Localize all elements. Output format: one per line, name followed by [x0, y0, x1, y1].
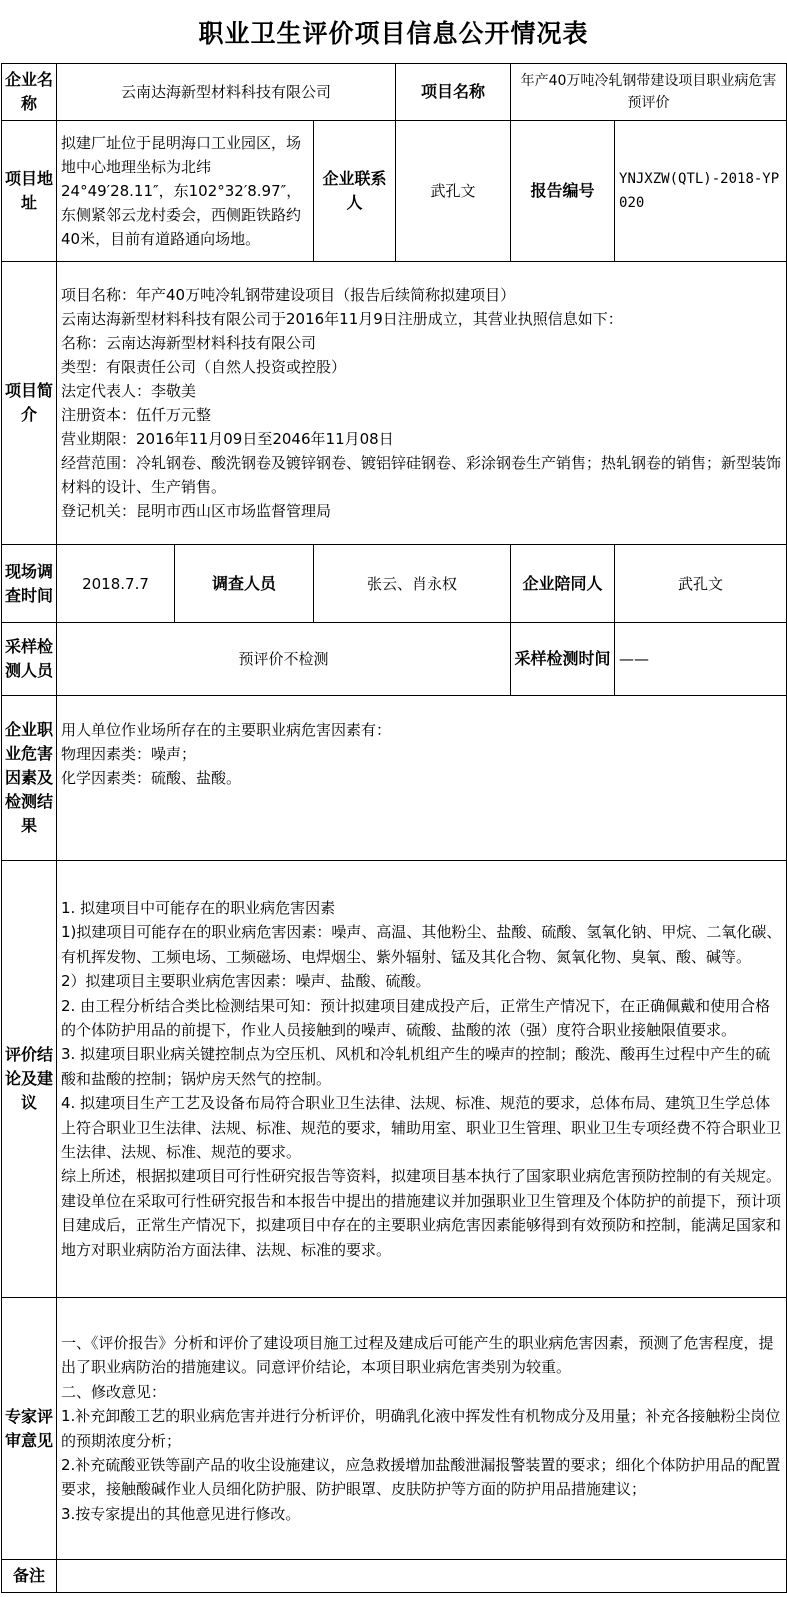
- address-value: 拟建厂址位于昆明海口工业园区，场地中心地理坐标为北纬24°49′28.11″，东102°32′8.97″，东侧紧邻云龙村委会，西侧距铁路约40米，目前有道路通向场地。: [57, 121, 314, 262]
- conclusion-content: [57, 861, 787, 1298]
- row-conclusion: [2, 861, 787, 1298]
- surveyors-value: 张云、肖永权: [314, 545, 511, 623]
- row-expert: [2, 1298, 787, 1560]
- expert-line: 3.按专家提出的其他意见进行修改。: [61, 1504, 301, 1523]
- expert-label: 专家评审意见: [2, 1298, 57, 1560]
- escort-label: 企业陪同人: [511, 545, 615, 623]
- expert-line: 1.补充卸酸工艺的职业病危害并进行分析评价，明确乳化液中挥发性有机物成分及用量；补充各接触粉尘岗位的预期浓度分析；: [61, 1407, 781, 1450]
- surveyors-label: 调查人员: [175, 545, 314, 623]
- page-title: 职业卫生评价项目信息公开情况表: [198, 19, 589, 48]
- company-label: 企业名称: [2, 64, 57, 121]
- conclusion-line: 1. 拟建项目中可能存在的职业病危害因素: [61, 898, 336, 917]
- hazards-line: 化学因素类：硫酸、盐酸。: [61, 769, 242, 787]
- remark-label: 备注: [2, 1560, 57, 1593]
- conclusion-line: 综上所述，根据拟建项目可行性研究报告等资料，拟建项目基本执行了国家职业病危害预防控制的有关规定。建设单位在采取可行性研究报告和本报告中提出的措施建议并加强职业卫生管理及个体防护的前提下，预计项目建成后，正常生产情况下，拟建项目中存在的主要职业病危害因素能够得到有效预防和控制，能满足国家和地方对职业病防治方面法律、法规、标准的要求。: [61, 1167, 782, 1259]
- expert-line: 一、《评价报告》分析和评价了建设项目施工过程及建成后可能产生的职业病危害因素，预测了危害程度，提出了职业病防治的措施建议。同意评价结论，本项目职业病危害类别为较重。: [61, 1333, 774, 1377]
- conclusion-line: 4. 拟建项目生产工艺及设备布局符合职业卫生法律、法规、标准、规范的要求，总体布局、建筑卫生学总体上符合职业卫生法律、法规、标准、规范的要求，辅助用室、职业卫生管理、职业卫生专项经费不符合职业卫生法律、法规、标准、规范的要求。: [61, 1094, 782, 1162]
- info-table: [1, 63, 787, 1593]
- contact-value: 武孔文: [396, 121, 511, 262]
- survey-time-label: 现场调查时间: [2, 545, 57, 623]
- intro-line: 云南达海新型材料科技有限公司于2016年11月9日注册成立，其营业执照信息如下：: [61, 310, 623, 328]
- expert-content: [57, 1298, 787, 1560]
- hazards-label: 企业职业危害因素及检测结果: [2, 696, 57, 861]
- project-name-value: 年产40万吨冷轧钢带建设项目职业病危害预评价: [511, 64, 787, 121]
- report-no-value: YNJXZW(QTL)-2018-YP020: [615, 121, 787, 262]
- conclusion-label: 评价结论及建议: [2, 861, 57, 1298]
- expert-line: 2.补充硫酸亚铁等副产品的收尘设施建议，应急救援增加盐酸泄漏报警装置的要求；细化个体防护用品的配置要求，接触酸碱作业人员细化防护服、防护眼罩、皮肤防护等方面的防护用品措施建议；: [61, 1455, 781, 1499]
- row-sampling: [2, 623, 787, 696]
- intro-line: 经营范围：冷轧钢卷、酸洗钢卷及镀锌钢卷、镀铝锌硅钢卷、彩涂钢卷生产销售；热轧钢卷的销售；新型装饰材料的设计、生产销售。: [61, 454, 782, 496]
- row-hazards: [2, 696, 787, 861]
- row-address: [2, 121, 787, 262]
- report-no-label: 报告编号: [511, 121, 615, 262]
- row-intro: [2, 262, 787, 545]
- contact-label: 企业联系人: [314, 121, 396, 262]
- intro-line: 注册资本：伍仟万元整: [61, 406, 212, 424]
- row-company: [2, 64, 787, 121]
- row-remark: [2, 1560, 787, 1593]
- intro-content: [57, 262, 787, 545]
- intro-line: 名称：云南达海新型材料科技有限公司: [61, 334, 317, 352]
- intro-line: 营业期限：2016年11月09日至2046年11月08日: [61, 430, 394, 448]
- escort-value: 武孔文: [615, 545, 787, 623]
- sampling-staff-value: 预评价不检测: [57, 623, 511, 696]
- intro-line: 项目名称：年产40万吨冷轧钢带建设项目（报告后续简称拟建项目）: [61, 286, 516, 304]
- remark-value: [57, 1560, 787, 1593]
- sampling-time-label: 采样检测时间: [511, 623, 615, 696]
- conclusion-line: 1)拟建项目可能存在的职业病危害因素：噪声、高温、其他粉尘、盐酸、硫酸、氢氧化钠、甲烷、二氧化碳、有机挥发物、工频电场、工频磁场、电焊烟尘、紫外辐射、锰及其化合物、氮氧化物、臭氧、酸、碱等。: [61, 923, 782, 966]
- hazards-line: 物理因素类：噪声；: [61, 745, 197, 763]
- conclusion-line: 2）拟建项目主要职业病危害因素：噪声、盐酸、硫酸。: [61, 972, 431, 991]
- address-label: 项目地址: [2, 121, 57, 262]
- company-value: 云南达海新型材料科技有限公司: [57, 64, 396, 121]
- hazards-content: [57, 696, 787, 861]
- row-survey: [2, 545, 787, 623]
- intro-line: 类型：有限责任公司（自然人投资或控股）: [61, 358, 347, 376]
- conclusion-line: 2. 由工程分析结合类比检测结果可知：预计拟建项目建成投产后，正常生产情况下，在正确佩戴和使用合格的个体防护用品的前提下，作业人员接触到的噪声、硫酸、盐酸的浓（强）度符合职业接触限值要求。: [61, 996, 771, 1039]
- intro-label: 项目简介: [2, 262, 57, 545]
- survey-time-value: 2018.7.7: [57, 545, 175, 623]
- sampling-staff-label: 采样检测人员: [2, 623, 57, 696]
- intro-line: 法定代表人：李敬美: [61, 382, 197, 400]
- project-name-label: 项目名称: [396, 64, 511, 121]
- intro-line: 登记机关：昆明市西山区市场监督管理局: [61, 502, 332, 520]
- conclusion-line: 3. 拟建项目职业病关键控制点为空压机、风机和冷轧机组产生的噪声的控制；酸洗、酸再生过程中产生的硫酸和盐酸的控制；锅炉房天然气的控制。: [61, 1045, 771, 1088]
- hazards-line: 用人单位作业场所存在的主要职业病危害因素有：: [61, 721, 392, 739]
- sampling-time-value: ——: [615, 623, 787, 696]
- expert-line: 二、修改意见：: [61, 1382, 167, 1401]
